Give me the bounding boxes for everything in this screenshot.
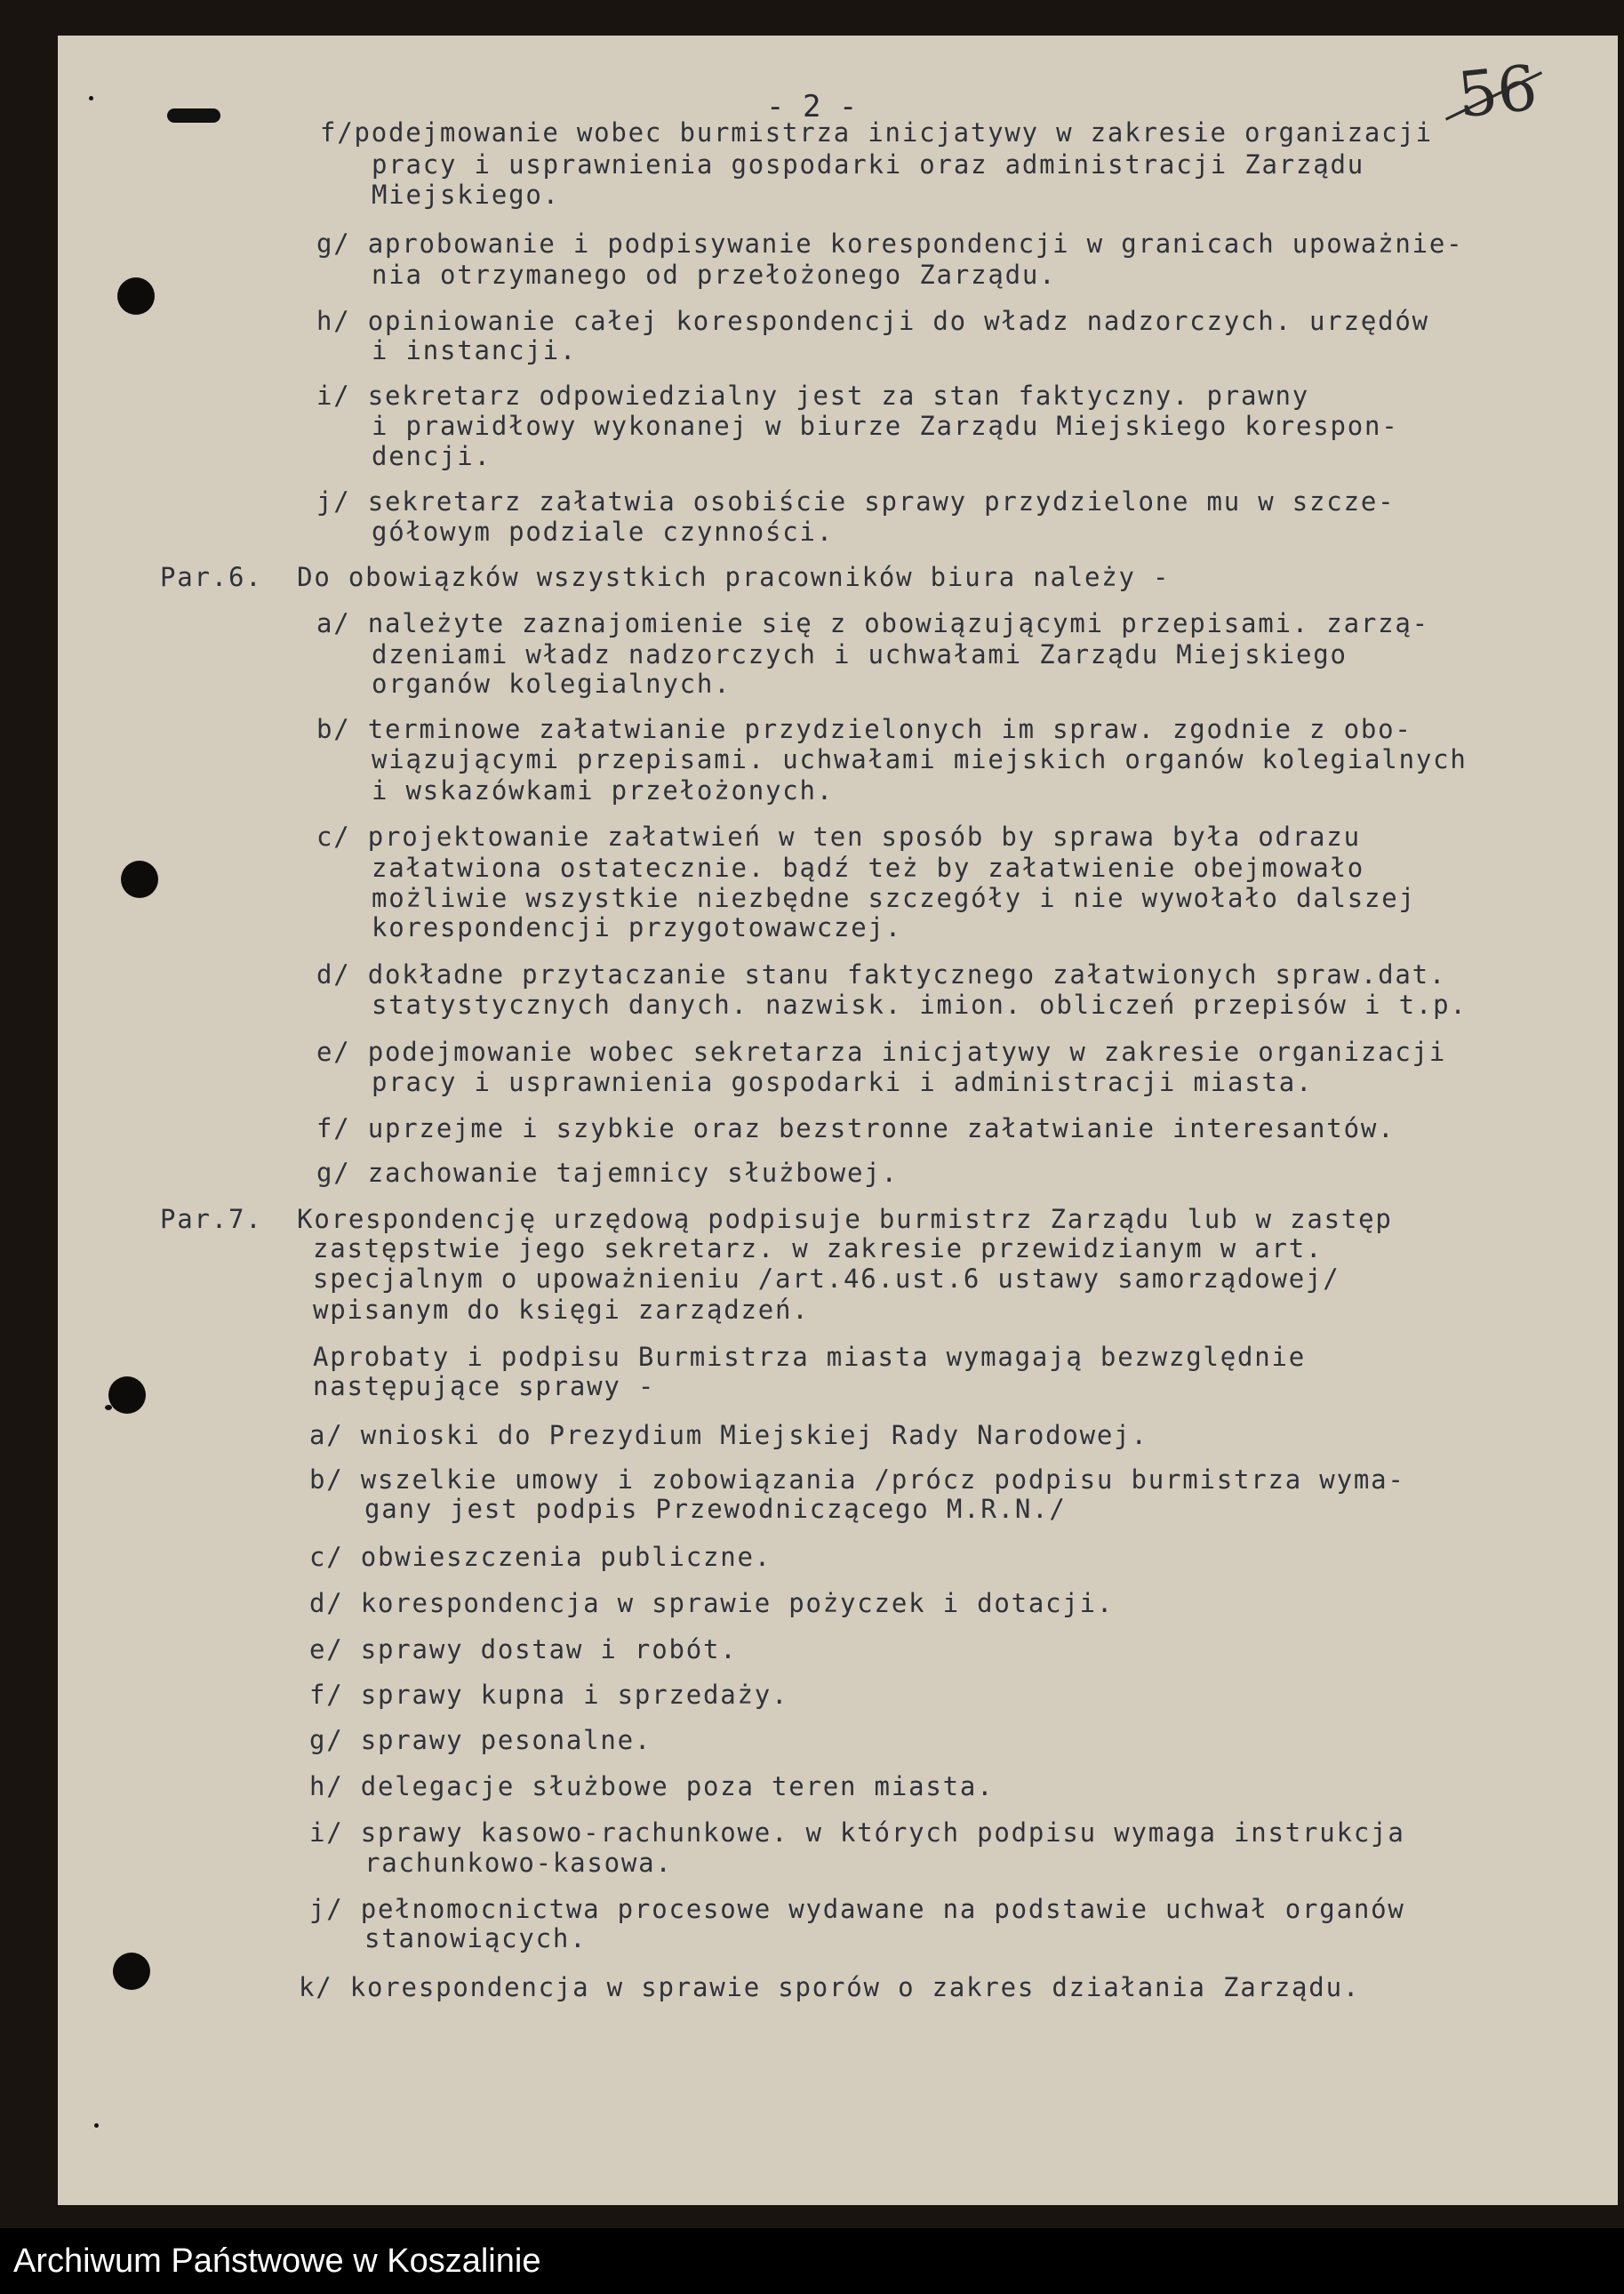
text-line: dencji. <box>372 441 492 471</box>
text-line: i prawidłowy wykonanej w biurze Zarządu Miejskiego korespon- <box>372 411 1399 441</box>
text-line: rachunkowo-kasowa. <box>364 1848 673 1878</box>
text-line: a/ należyte zaznajomienie się z obowiązującymi przepisami. zarzą- <box>316 608 1429 638</box>
text-line: specjalnym o upoważnieniu /art.46.ust.6 ustawy samorządowej/ <box>313 1263 1340 1294</box>
text-line: Miejskiego. <box>372 180 560 210</box>
ink-mark <box>94 2123 99 2128</box>
text-line: c/ projektowanie załatwień w ten sposób by sprawa była odrazu <box>316 822 1361 852</box>
text-line: g/ sprawy pesonalne. <box>309 1725 652 1755</box>
text-line: organów kolegialnych. <box>372 669 732 699</box>
text-line: h/ opiniowanie całej korespondencji do władz nadzorczych. urzędów <box>316 306 1429 336</box>
text-line: załatwiona ostatecznie. bądź też by załatwienie obejmowało <box>372 853 1365 883</box>
text-line: g/ aprobowanie i podpisywanie korespondencji w granicach upoważnie- <box>316 229 1464 259</box>
punch-hole <box>121 861 158 898</box>
text-line: h/ delegacje służbowe poza teren miasta. <box>309 1771 995 1801</box>
text-line: b/ terminowe załatwianie przydzielonych im spraw. zgodnie z obo- <box>316 714 1412 744</box>
text-line: Par.7. Korespondencję urzędową podpisuje burmistrz Zarządu lub w zastęp <box>160 1204 1393 1234</box>
text-line: dzeniami władz nadzorczych i uchwałami Zarządu Miejskiego <box>372 639 1348 670</box>
text-line: f/podejmowanie wobec burmistrza inicjatywy w zakresie organizacji <box>320 117 1433 148</box>
text-line: i/ sprawy kasowo-rachunkowe. w których podpisu wymaga instrukcja <box>309 1817 1405 1848</box>
text-line: e/ podejmowanie wobec sekretarza inicjatywy w zakresie organizacji <box>316 1037 1447 1067</box>
text-line: wpisanym do księgi zarządzeń. <box>313 1295 810 1325</box>
text-line: i wskazówkami przełożonych. <box>372 775 835 806</box>
text-line: zastępstwie jego sekretarz. w zakresie przewidzianym w art. <box>313 1233 1324 1263</box>
text-line: a/ wnioski do Prezydium Miejskiej Rady Narodowej. <box>309 1420 1148 1450</box>
text-line: f/ sprawy kupna i sprzedaży. <box>309 1680 789 1710</box>
text-line: j/ pełnomocnictwa procesowe wydawane na podstawie uchwał organów <box>309 1894 1405 1924</box>
text-line: gany jest podpis Przewodniczącego M.R.N./ <box>364 1494 1067 1524</box>
footer-archive-name: Archiwum Państwowe w Koszalinie <box>13 2242 541 2280</box>
ink-mark <box>167 108 220 123</box>
text-line: f/ uprzejme i szybkie oraz bezstronne załatwianie interesantów. <box>316 1113 1396 1143</box>
text-line: i instancji. <box>372 335 578 365</box>
text-line: Aprobaty i podpisu Burmistrza miasta wymagają bezwzględnie <box>313 1342 1307 1372</box>
page-number: - 2 - <box>766 89 858 124</box>
folio-number <box>1454 52 1540 132</box>
text-line: k/ korespondencja w sprawie sporów o zakres działania Zarządu. <box>299 1972 1361 2002</box>
punch-hole <box>113 1953 150 1990</box>
text-line: pracy i usprawnienia gospodarki oraz administracji Zarządu <box>372 149 1365 180</box>
text-line: c/ obwieszczenia publiczne. <box>309 1542 772 1572</box>
text-line: Par.6. Do obowiązków wszystkich pracowników biura należy - <box>160 562 1171 592</box>
text-line: d/ korespondencja w sprawie pożyczek i dotacji. <box>309 1588 1115 1618</box>
text-line: stanowiących. <box>364 1923 588 1953</box>
text-line: i/ sekretarz odpowiedzialny jest za stan faktyczny. prawny <box>316 381 1310 411</box>
punch-hole <box>108 1376 146 1414</box>
ink-mark <box>105 1405 112 1410</box>
text-line: nia otrzymanego od przełożonego Zarządu. <box>372 260 1057 290</box>
text-line: możliwie wszystkie niezbędne szczegóły i nie wywołało dalszej <box>372 883 1416 913</box>
text-line: pracy i usprawnienia gospodarki i administracji miasta. <box>372 1067 1314 1097</box>
text-line: j/ sekretarz załatwia osobiście sprawy przydzielone mu w szcze- <box>316 486 1396 517</box>
text-line: następujące sprawy - <box>313 1371 656 1401</box>
text-line: korespondencji przygotowawczej. <box>372 912 903 942</box>
punch-hole <box>117 277 155 315</box>
text-line: e/ sprawy dostaw i robót. <box>309 1634 738 1664</box>
text-line: gółowym podziale czynności. <box>372 517 835 547</box>
footer-bar <box>0 2228 1624 2294</box>
text-line: wiązującymi przepisami. uchwałami miejskich organów kolegialnych <box>372 744 1468 774</box>
ink-mark <box>89 96 93 100</box>
text-line: d/ dokładne przytaczanie stanu faktycznego załatwionych spraw.dat. <box>316 959 1447 990</box>
text-line: b/ wszelkie umowy i zobowiązania /prócz podpisu burmistrza wyma- <box>309 1464 1405 1495</box>
text-line: statystycznych danych. nazwisk. imion. obliczeń przepisów i t.p. <box>372 990 1468 1020</box>
text-line: g/ zachowanie tajemnicy służbowej. <box>316 1158 899 1188</box>
